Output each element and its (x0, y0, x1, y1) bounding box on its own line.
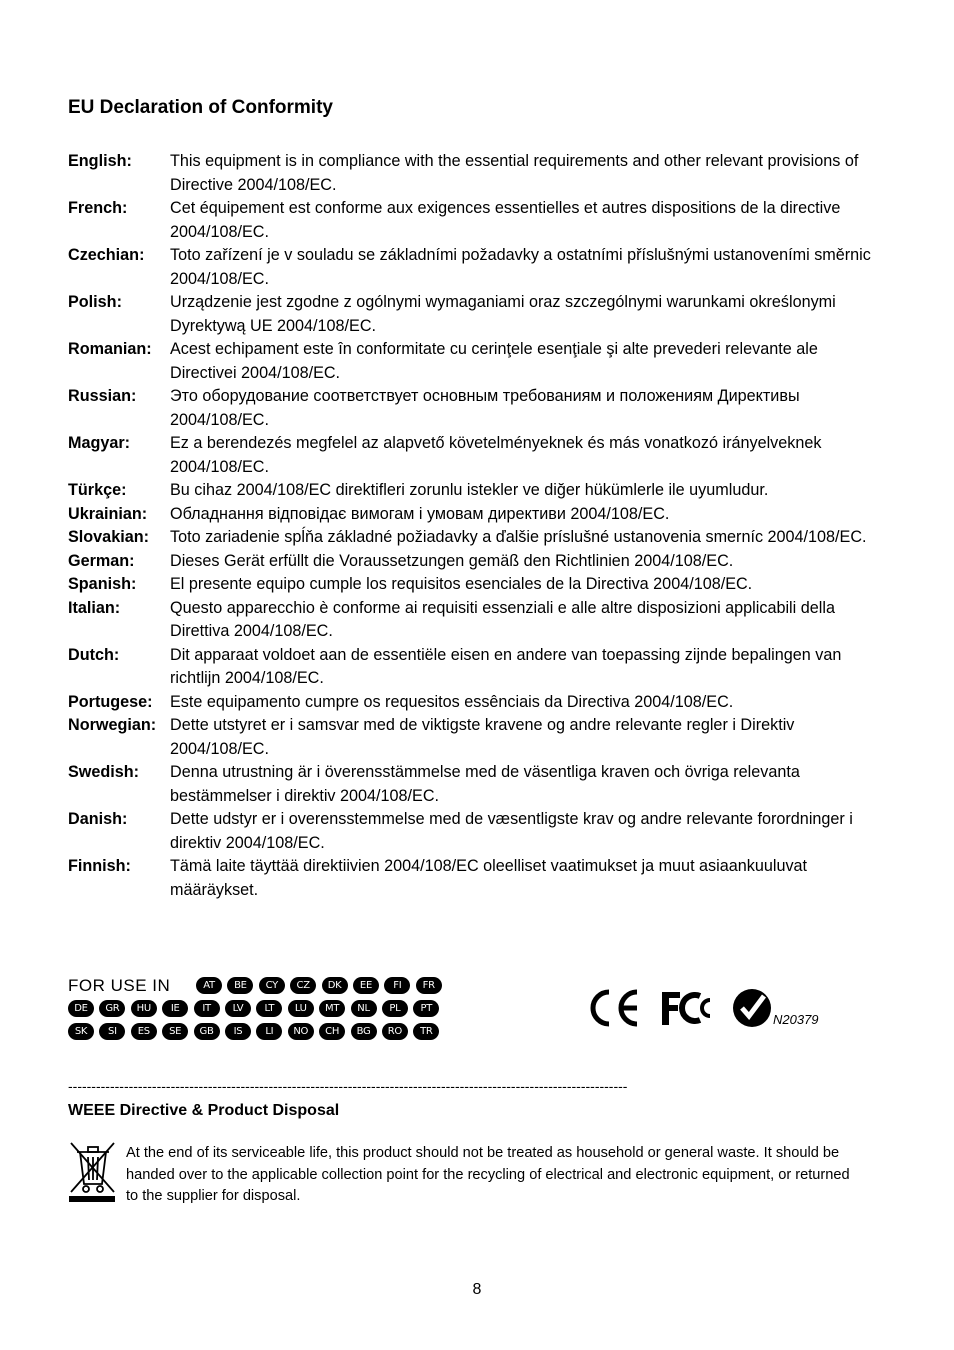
country-badge: AT (196, 977, 222, 994)
compliance-marks (585, 985, 819, 1030)
country-badge: BG (351, 1023, 377, 1040)
declaration-text: Dieses Gerät erfüllt die Voraussetzungen gemäß den Richtlinien 2004/108/EC. (170, 551, 734, 570)
declaration-language: French: (68, 199, 128, 217)
country-badge: NL (351, 1000, 377, 1017)
country-badge: SI (99, 1023, 125, 1040)
declaration-language: Magyar: (68, 434, 131, 452)
country-badge: RO (382, 1023, 408, 1040)
country-badge: CY (259, 977, 285, 994)
country-badge: LU (288, 1000, 314, 1017)
declaration-text: Este equipamento cumpre os requesitos essênciais da Directiva 2004/108/EC. (170, 692, 734, 711)
country-badge: SK (68, 1023, 94, 1040)
country-badge: PL (382, 1000, 408, 1017)
country-badge: NO (288, 1023, 314, 1040)
c-tick-number: N20379 (773, 1012, 819, 1027)
declaration-language: Slovakian: (68, 528, 149, 546)
crossed-out-bin-icon (68, 1140, 116, 1204)
declaration-text: Dit apparaat voldoet aan de essentiële eisen en andere van toepassing zijnde bepalingen van richtlijn 2004/108/EC. (170, 645, 842, 687)
weee-disposal-text: At the end of its serviceable life, this product should not be treated as household or general waste. It should be handed over to the applicable collection point for the recycling of electrical and electronic equipment, or returned to the supplier for disposal. (126, 1145, 850, 1204)
declaration-row (68, 244, 888, 291)
declaration-row (68, 714, 888, 761)
country-badge: LI (256, 1023, 282, 1040)
declaration-text: Dette udstyr er i overensstemmelse med de væsentligste krav og andre relevante forordninger i direktiv 2004/108/EC. (170, 810, 853, 852)
declaration-text: Denna utrustning är i överensstämmelse med de väsentliga kraven och övriga relevanta bestämmelser i direktiv 2004/108/EC. (170, 763, 800, 805)
country-badge: SE (162, 1023, 188, 1040)
country-badge: CZ (290, 977, 316, 994)
declaration-row (68, 526, 888, 550)
declaration-text: Urządzenie jest zgodne z ogólnymi wymaganiami oraz szczególnymi warunkami określonymi Dyrektywą UE 2004/108/EC. (170, 293, 836, 335)
country-badge: TR (413, 1023, 439, 1040)
country-badge: LV (225, 1000, 251, 1017)
declaration-text: Ez a berendezés megfelel az alapvető követelményeknek és más vonatkozó irányelveknek 2004/108/EC. (170, 434, 822, 476)
country-badge: CH (319, 1023, 345, 1040)
declaration-text: Tämä laite täyttää direktiivien 2004/108/EC oleelliset vaatimukset ja muut asiaankuuluvat määräykset. (170, 857, 808, 899)
declaration-row (68, 291, 888, 338)
declaration-language: Dutch: (68, 645, 120, 664)
declaration-row (68, 855, 888, 902)
country-badge: DK (322, 977, 348, 994)
declaration-row (68, 503, 888, 527)
country-badge: FI (384, 977, 410, 994)
country-badge: EE (353, 977, 379, 994)
country-row (68, 974, 448, 997)
fcc-logo-icon (660, 988, 716, 1028)
declaration-text: Acest echipament este în conformitate cu cerinţele esenţiale şi alte prevederi relevante ale Directivei 2004/108/EC. (170, 340, 818, 382)
country-badge: IT (194, 1000, 220, 1017)
declaration-text: Bu cihaz 2004/108/EC direktifleri zorunlu istekler ve diğer hükümlerle ile uyumludur. (170, 481, 769, 499)
declaration-row (68, 432, 888, 479)
declaration-language: Swedish: (68, 763, 140, 781)
declaration-language: German: (68, 551, 135, 570)
declaration-language: Spanish: (68, 575, 137, 593)
page-title: EU Declaration of Conformity (68, 97, 333, 118)
for-use-countries (68, 974, 448, 1043)
declaration-language: Portugese: (68, 692, 153, 711)
country-badge: PT (413, 1000, 439, 1017)
country-badge: IS (225, 1023, 251, 1040)
ce-mark-icon (585, 986, 640, 1030)
declaration-text: El presente equipo cumple los requisitos esenciales de la Directiva 2004/108/EC. (170, 575, 753, 593)
declaration-language: Ukrainian: (68, 504, 148, 523)
declaration-text: Это оборудование соответствует основным требованиям и положениям Директивы 2004/108/EC. (170, 387, 800, 429)
declaration-row (68, 338, 888, 385)
declaration-language: Danish: (68, 810, 128, 828)
declaration-row (68, 479, 888, 503)
declaration-row (68, 550, 888, 574)
country-badge: DE (68, 1000, 94, 1017)
country-badge: IE (162, 1000, 188, 1017)
declaration-row (68, 761, 888, 808)
declaration-text: Toto zariadenie spĺňa základné požiadavky a ďalšie príslušné ustanovenia smerníc 2004/108/EC. (170, 528, 867, 546)
country-badge: BE (227, 977, 253, 994)
declaration-text: Toto zařízení je v souladu se základními požadavky a ostatními příslušnými ustanoveními směrnic 2004/108/EC. (170, 246, 871, 288)
country-badge: MT (319, 1000, 345, 1017)
country-badge: FR (416, 977, 442, 994)
country-badge: GB (194, 1023, 220, 1040)
declaration-list (68, 150, 888, 902)
declaration-language: Italian: (68, 598, 121, 617)
declaration-row (68, 197, 888, 244)
declaration-text: Cet équipement est conforme aux exigences essentielles et autres dispositions de la directive 2004/108/EC. (170, 199, 841, 241)
declaration-language: Finnish: (68, 857, 131, 875)
page-number: 8 (472, 1281, 482, 1298)
country-badge: ES (131, 1023, 157, 1040)
divider-line: ------------------------------------------------------------------------------------------------------------------------ (68, 1078, 628, 1094)
declaration-row (68, 808, 888, 855)
weee-heading: WEEE Directive & Product Disposal (68, 1102, 340, 1119)
declaration-language: Czechian: (68, 246, 145, 264)
c-tick-icon (732, 988, 772, 1028)
country-row (68, 1020, 448, 1043)
declaration-language: Polish: (68, 293, 122, 311)
declaration-language: Türkçe: (68, 481, 127, 499)
declaration-language: English: (68, 152, 132, 170)
declaration-text: Обладнання відповідає вимогам і умовам директиви 2004/108/EC. (170, 504, 670, 523)
country-badge: GR (99, 1000, 125, 1017)
declaration-language: Russian: (68, 387, 137, 405)
declaration-text: Questo apparecchio è conforme ai requisiti essenziali e alle altre disposizioni applicabili della Direttiva 2004/108/EC. (170, 598, 835, 640)
country-badge: HU (131, 1000, 157, 1017)
declaration-text: Dette utstyret er i samsvar med de viktigste kravene og andre relevante regler i Direktiv 2004/108/EC. (170, 716, 795, 758)
for-use-label: FOR USE IN (68, 975, 171, 995)
declaration-language: Norwegian: (68, 716, 157, 734)
declaration-row (68, 573, 888, 597)
declaration-language: Romanian: (68, 340, 152, 358)
declaration-row (68, 644, 888, 691)
country-badge: LT (256, 1000, 282, 1017)
declaration-text: This equipment is in compliance with the essential requirements and other relevant provisions of Directive 2004/108/EC. (170, 152, 859, 194)
declaration-row (68, 385, 888, 432)
declaration-row (68, 150, 888, 197)
country-row (68, 997, 448, 1020)
declaration-row (68, 597, 888, 644)
declaration-row (68, 691, 888, 715)
